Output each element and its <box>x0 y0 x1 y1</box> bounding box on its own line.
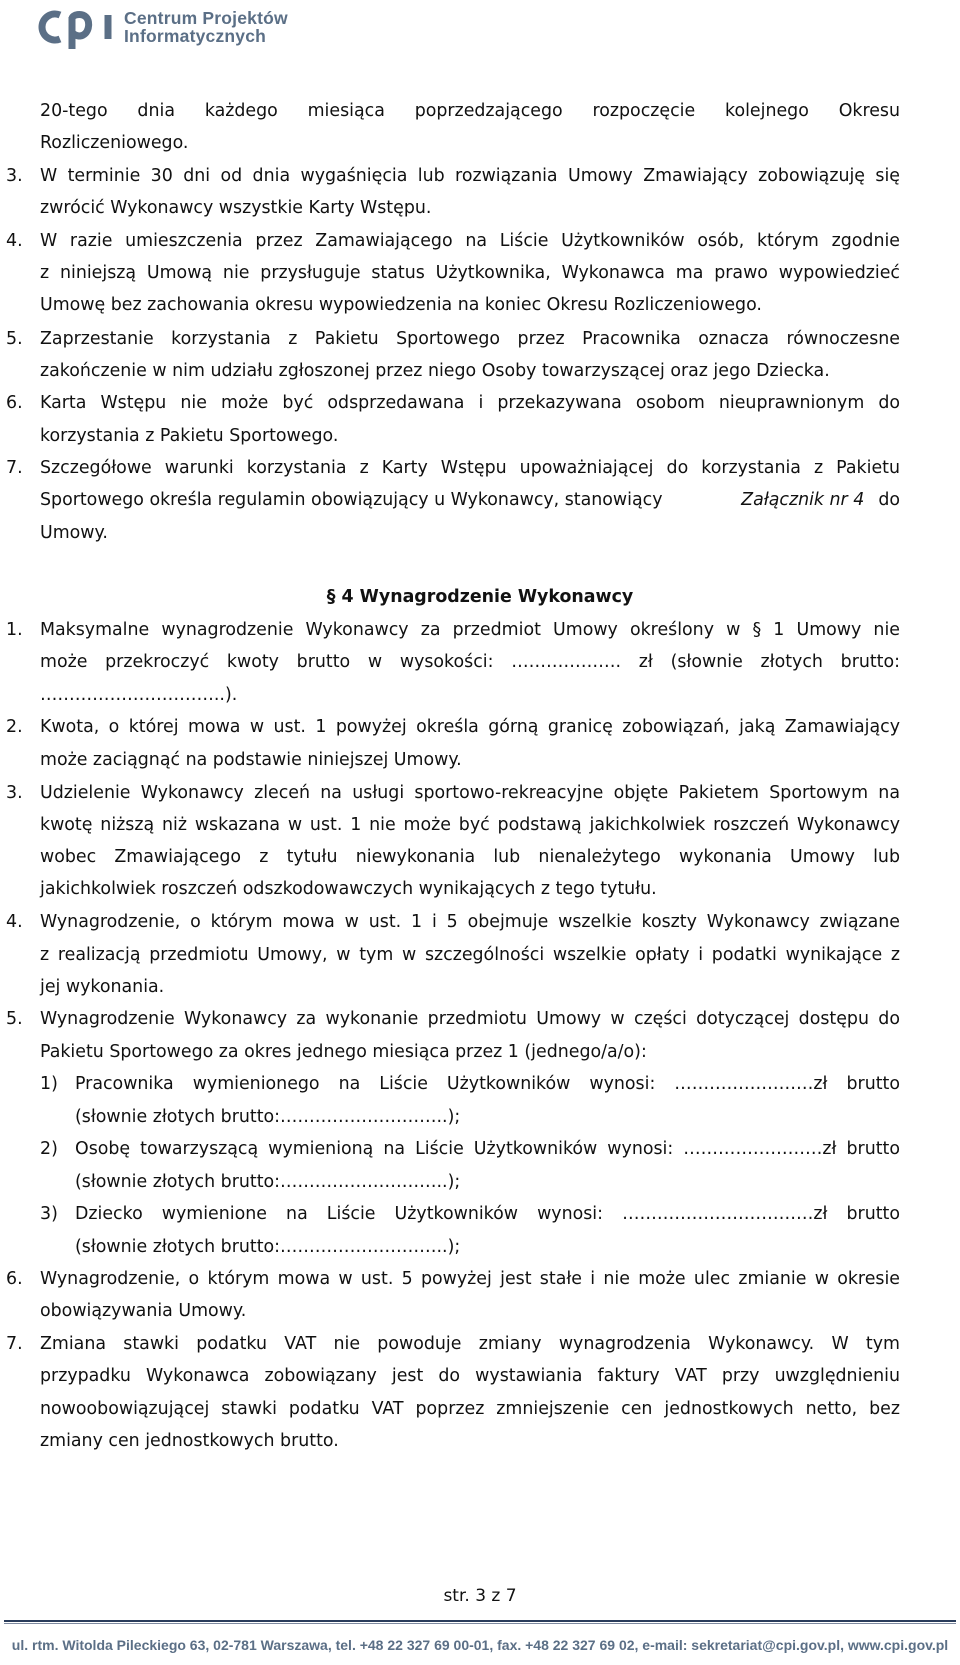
page-number: str. 3 z 7 <box>443 1586 517 1606</box>
paragraph-line: Kwota, o której mowa w ust. 1 powyżej określa górną granicę zobowiązań, jaką Zamawiający <box>40 717 900 737</box>
paragraph-line: jej wykonania. <box>40 977 165 997</box>
list-number: 7. <box>6 458 23 478</box>
paragraph-line: Umowę bez zachowania okresu wypowiedzenia na koniec Okresu Rozliczeniowego. <box>40 295 762 315</box>
paragraph-line: z niniejszą Umową nie przysługuje status Użytkownika, Wykonawca ma prawo wypowiedzieć <box>40 263 900 283</box>
paragraph-line: 20-tego dnia każdego miesiąca poprzedzającego rozpoczęcie kolejnego Okresu <box>40 101 900 121</box>
paragraph-line: może przekroczyć kwoty brutto w wysokości: ………………. zł (słownie złotych brutto: <box>40 652 900 672</box>
footer-address: ul. rtm. Witolda Pileckiego 63, 02-781 Warszawa, tel. +48 22 327 69 00-01, fax. +48 22 327 69 02, e-mail: sekretariat@cpi.gov.pl, www.cpi.gov.pl <box>11 1637 949 1653</box>
paragraph-line: zmiany cen jednostkowych brutto. <box>40 1431 339 1451</box>
list-number: 4. <box>6 231 23 251</box>
paragraph-line: zakończenie w nim udziału zgłoszonej przez niego Osoby towarzyszącej oraz jego Dziecka. <box>40 361 830 381</box>
paragraph-line: nowoobowiązującej stawki podatku VAT poprzez zmniejszenie cen jednostkowych netto, bez <box>40 1399 900 1419</box>
paragraph-line: (słownie złotych brutto:………………………..); <box>75 1172 461 1192</box>
attachment-reference: Załącznik nr 4 <box>741 490 865 510</box>
paragraph-line: z realizacją przedmiotu Umowy, w tym w szczególności wszelkie opłaty i podatki wynikające z <box>40 945 900 965</box>
paragraph-line: Szczegółowe warunki korzystania z Karty Wstępu upoważniającej do korzystania z Pakietu <box>40 458 900 478</box>
paragraph-line: korzystania z Pakietu Sportowego. <box>40 426 339 446</box>
section-heading: § 4 Wynagrodzenie Wykonawcy <box>326 587 634 607</box>
list-number: 3. <box>6 166 23 186</box>
list-number: 1. <box>6 620 23 640</box>
sublist-number: 2) <box>40 1139 58 1159</box>
list-number: 3. <box>6 783 23 803</box>
paragraph-line: Rozliczeniowego. <box>40 133 189 153</box>
paragraph-line: Zmiana stawki podatku VAT nie powoduje zmiany wynagrodzenia Wykonawcy. W tym <box>40 1334 900 1354</box>
line-tail <box>741 489 900 511</box>
list-number: 6. <box>6 393 23 413</box>
paragraph-line: (słownie złotych brutto:………………………..); <box>75 1107 461 1127</box>
paragraph-line: Pakietu Sportowego za okres jednego miesiąca przez 1 (jednego/a/o): <box>40 1042 647 1062</box>
sublist-number: 1) <box>40 1074 58 1094</box>
paragraph-line: …………………………..). <box>40 685 238 705</box>
paragraph-line: zwrócić Wykonawcy wszystkie Karty Wstępu. <box>40 198 432 218</box>
paragraph-line: Maksymalne wynagrodzenie Wykonawcy za przedmiot Umowy określony w § 1 Umowy nie <box>40 620 900 640</box>
paragraph-line: wobec Zmawiającego z tytułu niewykonania lub nienależytego wykonania Umowy lub <box>40 847 900 867</box>
cpi-logo-icon <box>36 5 118 49</box>
paragraph-line: kwotę niższą niż wskazana w ust. 1 nie może być podstawą jakichkolwiek roszczeń Wykonawcy <box>40 815 900 835</box>
paragraph-line: Udzielenie Wykonawcy zleceń na usługi sportowo-rekreacyjne objęte Pakietem Sportowym na <box>40 783 900 803</box>
paragraph-line: W razie umieszczenia przez Zamawiającego na Liście Użytkowników osób, którym zgodnie <box>40 231 900 251</box>
paragraph-line <box>40 489 900 511</box>
list-number: 6. <box>6 1269 23 1289</box>
paragraph-line: jakichkolwiek roszczeń odszkodowawczych wynikających z tego tytułu. <box>40 879 657 899</box>
paragraph-line: Wynagrodzenie Wykonawcy za wykonanie przedmiotu Umowy w części dotyczącej dostępu do <box>40 1009 900 1029</box>
paragraph-line: przypadku Wykonawca zobowiązany jest do wystawiania faktury VAT przy uwzględnieniu <box>40 1366 900 1386</box>
logo-line-2: Informatycznych <box>124 26 267 46</box>
paragraph-line: W terminie 30 dni od dnia wygaśnięcia lub rozwiązania Umowy Zmawiający zobowiązuję się <box>40 166 900 186</box>
paragraph-line: Pracownika wymienionego na Liście Użytkowników wynosi: ……………………zł brutto <box>75 1074 900 1094</box>
list-number: 5. <box>6 329 23 349</box>
paragraph-line: Zaprzestanie korzystania z Pakietu Sportowego przez Pracownika oznacza równoczesne <box>40 329 900 349</box>
list-number: 7. <box>6 1334 23 1354</box>
paragraph-line: Osobę towarzyszącą wymienioną na Liście Użytkowników wynosi: ……………………zł brutto <box>75 1139 900 1159</box>
paragraph-line: Wynagrodzenie, o którym mowa w ust. 5 powyżej jest stałe i nie może ulec zmianie w okresie <box>40 1269 900 1289</box>
paragraph-line: (słownie złotych brutto:………………………..); <box>75 1237 461 1257</box>
paragraph-line: Dziecko wymienione na Liście Użytkowników wynosi: ……………………………zł brutto <box>75 1204 900 1224</box>
list-number: 2. <box>6 717 23 737</box>
line-text: Sportowego określa regulamin obowiązujący u Wykonawcy, stanowiący <box>40 490 663 510</box>
list-number: 5. <box>6 1009 23 1029</box>
paragraph-line: obowiązywania Umowy. <box>40 1301 247 1321</box>
footer-divider-thin <box>4 1623 956 1624</box>
paragraph-line: Umowy. <box>40 523 108 543</box>
paragraph-line: może zaciągnąć na podstawie niniejszej Umowy. <box>40 750 462 770</box>
logo-wordmark <box>124 9 288 45</box>
footer-divider <box>4 1620 956 1622</box>
paragraph-line: Wynagrodzenie, o którym mowa w ust. 1 i 5 obejmuje wszelkie koszty Wykonawcy związane <box>40 912 900 932</box>
paragraph-line: Karta Wstępu nie może być odsprzedawana i przekazywana osobom nieuprawnionym do <box>40 393 900 413</box>
sublist-number: 3) <box>40 1204 58 1224</box>
line-text: do <box>878 490 900 510</box>
logo-line-1: Centrum Projektów <box>124 8 288 28</box>
list-number: 4. <box>6 912 23 932</box>
header-logo <box>36 4 288 50</box>
